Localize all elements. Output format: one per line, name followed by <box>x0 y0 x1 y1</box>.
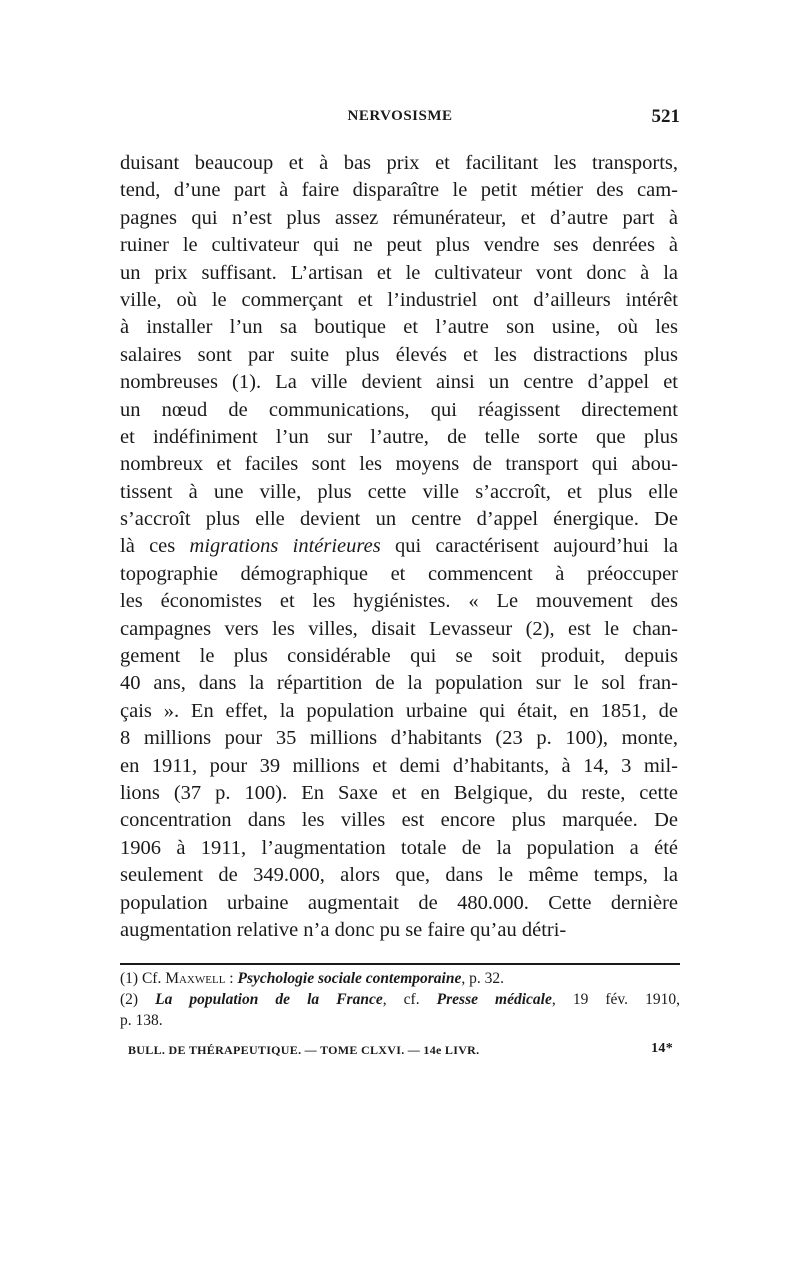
footnote-text: , cf. <box>382 991 437 1008</box>
footnote-mark: (1) Cf. <box>120 970 166 987</box>
footnote-author: Maxwell <box>165 970 226 987</box>
footnote-text: , 19 fév. 1910, <box>551 991 680 1008</box>
footnote-text: , p. 32. <box>461 970 504 987</box>
footnotes <box>120 968 680 1031</box>
text-line: concentration dans les villes est encore plus marquée. De <box>120 809 678 832</box>
text-line: tissent à une ville, plus cette ville s’accroît, et plus elle <box>120 480 678 503</box>
text-line: pagnes qui n’est plus assez rémunérateur, et d’autre part à <box>120 206 678 229</box>
footnote-1 <box>120 968 680 989</box>
footnote-title: La population de la France <box>155 991 383 1008</box>
signature-text: BULL. DE THÉRAPEUTIQUE. — TOME CLXVI. — 14e LIVR. <box>128 1043 480 1057</box>
running-head <box>120 108 680 130</box>
text-line: campagnes vers les villes, disait Levasseur (2), est le chan- <box>120 617 678 640</box>
text-line: duisant beaucoup et à bas prix et facilitant les transports, <box>120 152 678 174</box>
text-line: ruiner le cultivateur qui ne peut plus vendre ses denrées à <box>120 234 678 257</box>
footnote-2 <box>120 989 680 1010</box>
text-line: nombreux et faciles sont les moyens de transport qui abou- <box>120 453 678 476</box>
text-line: 1906 à 1911, l’augmentation totale de la population a été <box>120 836 678 859</box>
text-line: seulement de 349.000, alors que, dans le même temps, la <box>120 864 678 887</box>
footnote-title: Psychologie sociale contemporaine <box>237 970 462 987</box>
footnote-divider <box>120 963 680 965</box>
text-line: ville, où le commerçant et l’industriel ont d’ailleurs intérêt <box>120 288 678 311</box>
text-line: 40 ans, dans la répartition de la population sur le sol fran- <box>120 672 678 695</box>
text-line: salaires sont par suite plus élevés et les distractions plus <box>120 343 678 366</box>
text-line: lions (37 p. 100). En Saxe et en Belgique, du reste, cette <box>120 781 678 804</box>
body-text <box>120 150 678 944</box>
text-line: et indéfiniment l’un sur l’autre, de telle sorte que plus <box>120 425 678 448</box>
text-line: un nœud de communications, qui réagissent directement <box>120 398 678 421</box>
footnote-2-continued: p. 138. <box>120 1012 163 1029</box>
text-line: augmentation relative n’a donc pu se faire qu’au détri- <box>120 918 567 941</box>
text-line: gement le plus considérable qui se soit produit, depuis <box>120 645 678 668</box>
signature-line <box>128 1043 673 1063</box>
italic-phrase: migrations intérieures <box>189 535 381 558</box>
text-line: population urbaine augmentait de 480.000. Cette dernière <box>120 891 678 914</box>
text-line-italic-phrase <box>120 533 678 560</box>
footnote-title: Presse médicale <box>436 991 552 1008</box>
text-line: tend, d’une part à faire disparaître le petit métier des cam- <box>120 179 678 202</box>
signature-mark: 14* <box>651 1041 673 1056</box>
text-line: 8 millions pour 35 millions d’habitants (23 p. 100), monte, <box>120 727 678 750</box>
text-line: çais ». En effet, la population urbaine qui était, en 1851, de <box>120 699 678 722</box>
text-line: à installer l’un sa boutique et l’autre son usine, où les <box>120 316 678 339</box>
text-line: nombreuses (1). La ville devient ainsi un centre d’appel et <box>120 371 678 394</box>
text-run: là ces <box>120 535 190 558</box>
text-line: topographie démographique et commencent à préoccuper <box>120 562 678 585</box>
text-line: en 1911, pour 39 millions et demi d’habitants, à 14, 3 mil- <box>120 754 678 777</box>
page-number: 521 <box>651 106 680 127</box>
text-line: les économistes et les hygiénistes. « Le mouvement des <box>120 590 678 613</box>
footnote-text: : <box>225 970 238 987</box>
text-line: un prix suffisant. L’artisan et le cultivateur vont donc à la <box>120 261 678 284</box>
running-title: NERVOSISME <box>347 108 453 124</box>
text-line: s’accroît plus elle devient un centre d’appel énergique. De <box>120 508 678 531</box>
text-run: qui caractérisent aujourd’hui la <box>380 535 678 558</box>
footnote-mark: (2) <box>120 991 156 1008</box>
